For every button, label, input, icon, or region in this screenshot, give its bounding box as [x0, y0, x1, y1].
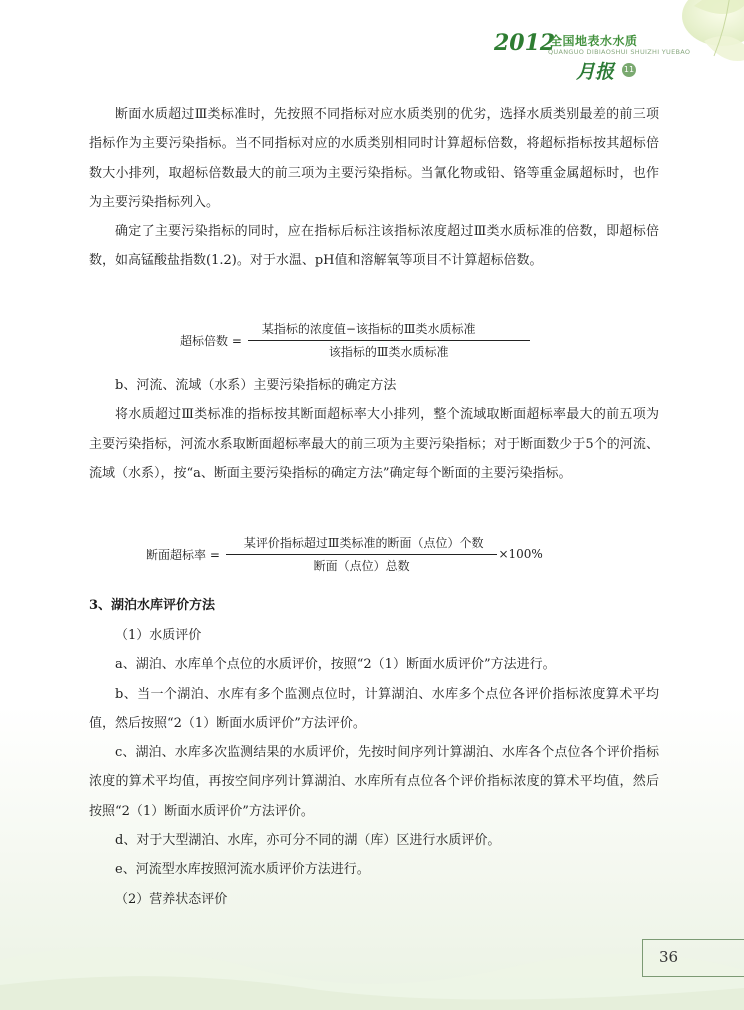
- paragraph: e、河流型水库按照河流水质评价方法进行。: [115, 862, 370, 878]
- formula-fraction: [248, 320, 530, 361]
- paragraph: 将水质超过Ⅲ类标准的指标按其断面超标率大小排列，整个流域取断面超标率最大的前五项为主要污染指标，河流水系取断面超标率最大的前三项为主要污染指标；对于断面数少于5个的河流、流域（水系），按“a、断面主要污染指标的确定方法”确定每个断面的主要污染指标。: [89, 407, 659, 481]
- logo-pinyin: QUANGUO DIBIAOSHUI SHUIZHI YUEBAO: [548, 48, 691, 56]
- formula-exceed-multiple: [180, 320, 530, 361]
- formula-denominator: 该指标的Ⅲ类水质标准: [328, 345, 449, 359]
- formula-fraction: [226, 534, 498, 575]
- logo-badge: 11: [622, 63, 636, 77]
- paragraph: b、当一个湖泊、水库有多个监测点位时，计算湖泊、水库多个点位各评价指标浓度算术平均值，然后按照“2（1）断面水质评价”方法评价。: [89, 686, 659, 731]
- subheading: （2）营养状态评价: [115, 891, 228, 907]
- formula-numerator: 某指标的浓度值−该指标的Ⅲ类水质标准: [248, 320, 530, 341]
- page-number-box: [642, 939, 744, 977]
- formula-label: 断面超标率 =: [146, 548, 220, 562]
- logo-year: 2012: [494, 30, 556, 56]
- formula-suffix: ×100%: [498, 547, 543, 561]
- subheading: （1）水质评价: [115, 628, 202, 643]
- paragraph: b、河流、流域（水系）主要污染指标的确定方法: [115, 378, 397, 393]
- paragraph: a、湖泊、水库单个点位的水质评价，按照“2（1）断面水质评价”方法进行。: [115, 657, 556, 673]
- formula-numerator: 某评价指标超过Ⅲ类标准的断面（点位）个数: [226, 534, 498, 555]
- paragraph: 断面水质超过Ⅲ类标准时，先按照不同指标对应水质类别的优劣，选择水质类别最差的前三项指标作为主要污染指标。当不同指标对应的水质类别相同时计算超标倍数，将超标指标按其超标倍数大小排列，取超标倍数最大的前三项为主要污染指标。当氰化物或铅、铬等重金属超标时，也作为主要污染指标列入。: [89, 107, 659, 210]
- header-logo: [494, 26, 691, 86]
- content-mid: [89, 371, 659, 488]
- paragraph: c、湖泊、水库多次监测结果的水质评价，先按时间序列计算湖泊、水库各个点位各个评价指标浓度的算术平均值，再按空间序列计算湖泊、水库所有点位各个评价指标浓度的算术平均值，然后按照“2（1）断面水质评价”方法评价。: [89, 745, 659, 819]
- content-top: [89, 100, 659, 276]
- logo-monthly: 月报: [576, 61, 615, 83]
- formula-exceed-rate: [146, 534, 543, 575]
- paragraph: 确定了主要污染指标的同时，应在指标后标注该指标浓度超过Ⅲ类水质标准的倍数，即超标倍数，如高锰酸盐指数(1.2)。对于水温、pH值和溶解氧等项目不计算超标倍数。: [89, 224, 659, 269]
- page-number: 36: [659, 948, 679, 966]
- formula-denominator: 断面（点位）总数: [313, 559, 410, 573]
- section-title: 3、湖泊水库评价方法: [89, 598, 216, 613]
- formula-label: 超标倍数 =: [180, 334, 242, 348]
- content-bottom: [89, 621, 659, 914]
- logo-title: 全国地表水水质: [550, 34, 638, 48]
- paragraph: d、对于大型湖泊、水库，亦可分不同的湖（库）区进行水质评价。: [115, 833, 501, 849]
